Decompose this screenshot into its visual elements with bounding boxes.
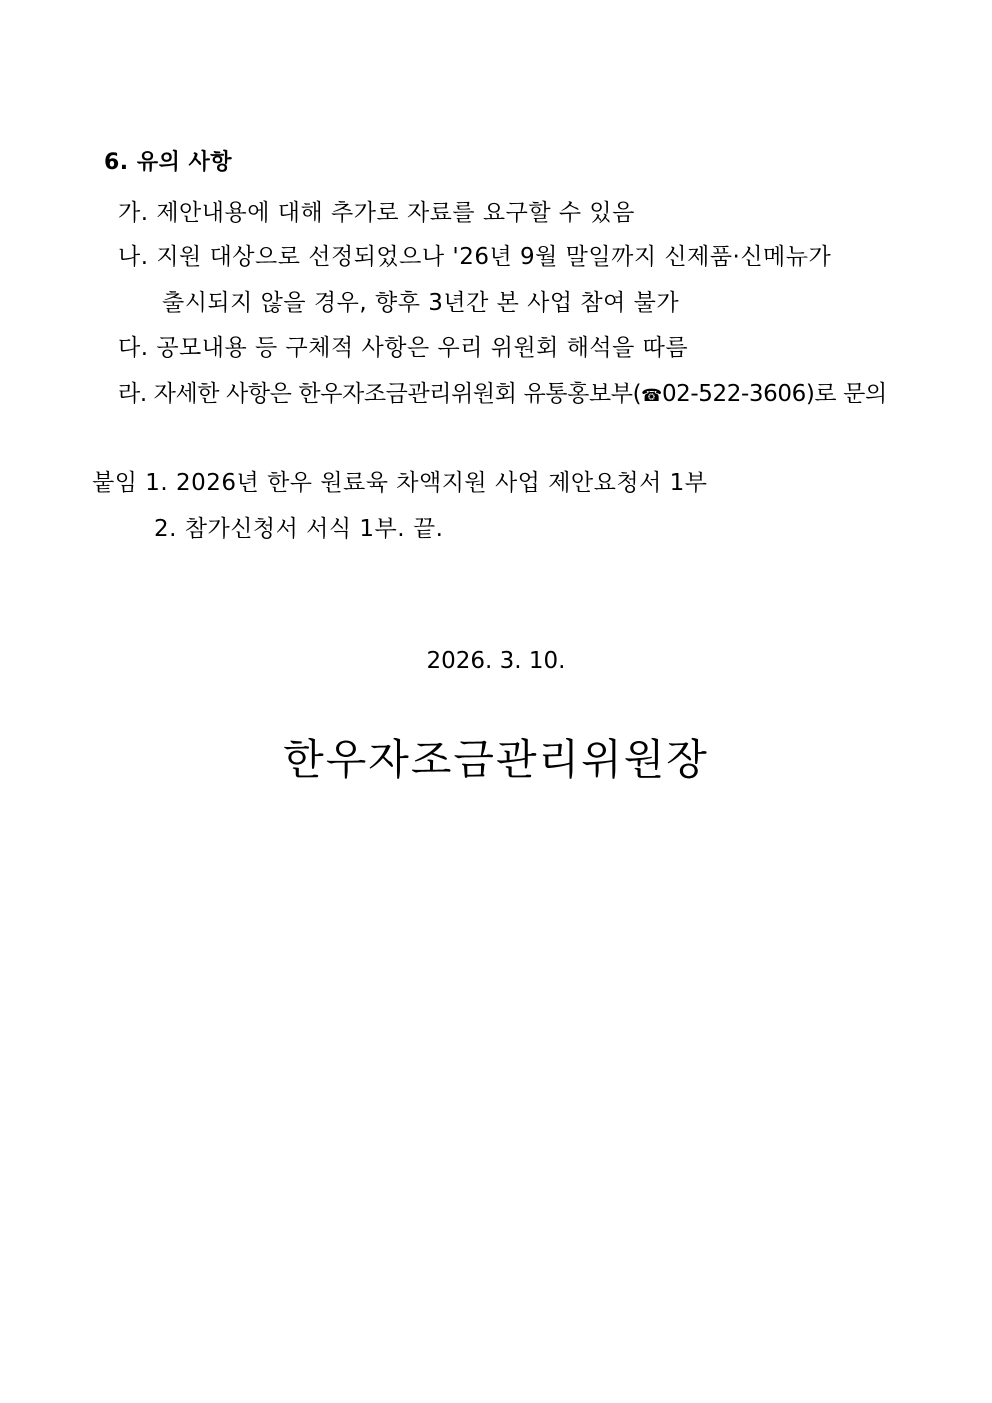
item-text: 공모내용 등 구체적 사항은 우리 위원회 해석을 따름 [156,335,689,361]
attachments-label: 붙임 [92,470,138,496]
attachment-line-2: 2. 참가신청서 서식 1부. 끝. [154,516,444,542]
notice-item-ga [118,198,635,228]
notice-item-na-continuation: 출시되지 않을 경우, 향후 3년간 본 사업 참여 불가 [162,290,680,316]
item-label: 가. [118,200,149,226]
item-label: 라. [118,381,147,407]
notice-item-ra [118,379,887,411]
item-label: 다. [118,335,149,361]
attachment-line-1 [92,468,707,498]
item-text: 제안내용에 대해 추가로 자료를 요구할 수 있음 [156,200,635,226]
notice-item-na [118,242,831,272]
section-heading: 6. 유의 사항 [104,150,232,175]
item-text-before: 자세한 사항은 한우자조금관리위원회 유통홍보부( [153,381,642,407]
signer-title: 한우자조금관리위원장 [283,735,709,784]
item-label: 나. [118,244,149,270]
attachment-item: 1. 2026년 한우 원료육 차액지원 사업 제안요청서 1부 [145,470,708,496]
phone-icon: ☎ [641,386,662,406]
notice-item-da [118,333,688,363]
document-date: 2026. 3. 10. [426,648,566,674]
item-text: 지원 대상으로 선정되었으나 '26년 9월 말일까지 신제품·신메뉴가 [156,244,832,270]
item-text-after: 02-522-3606)로 문의 [661,381,887,407]
